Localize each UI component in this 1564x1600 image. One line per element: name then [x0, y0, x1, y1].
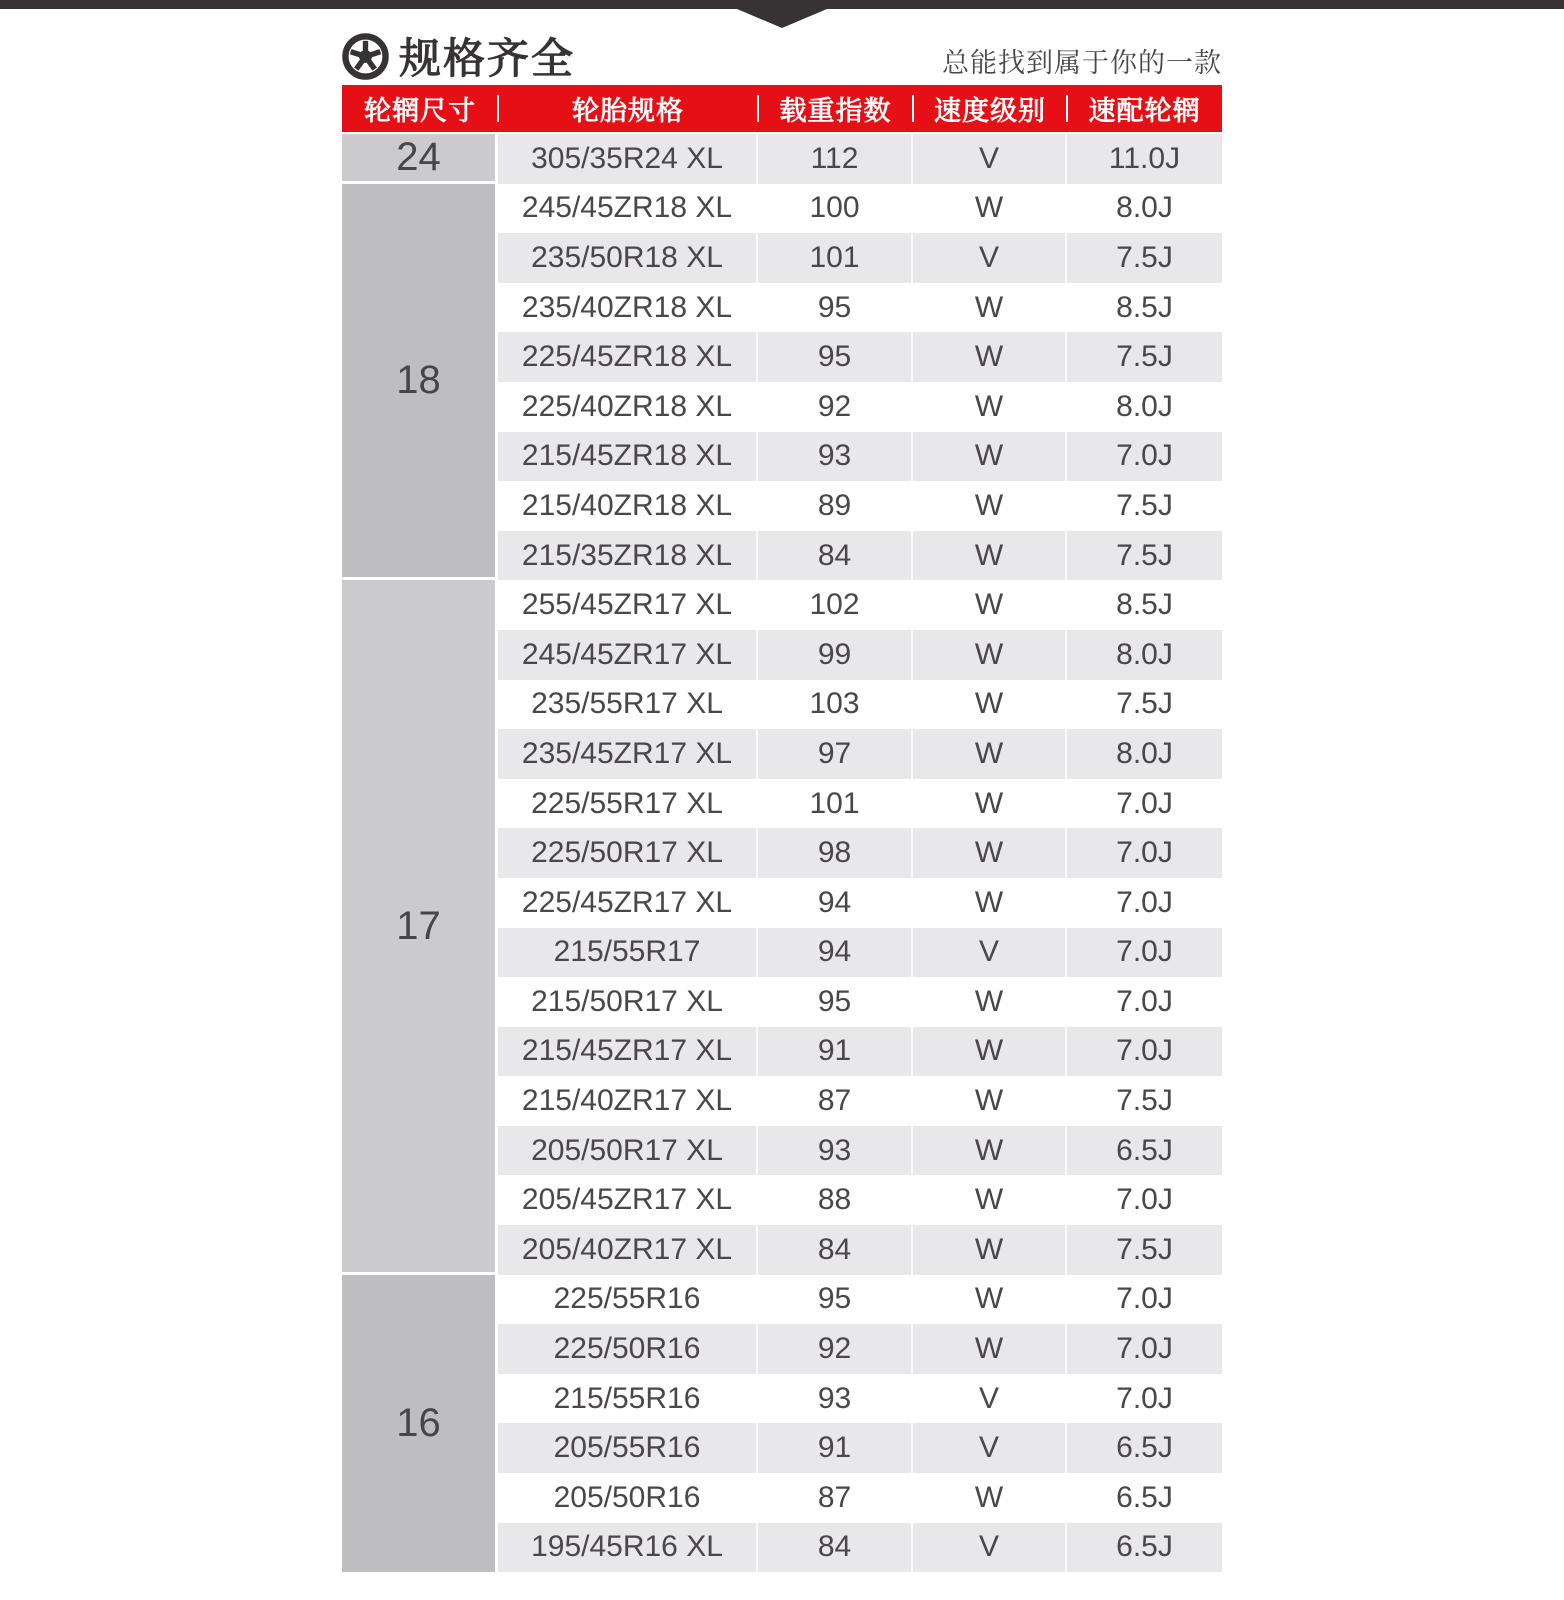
- matching-rim-cell: 11.0J: [1108, 141, 1181, 175]
- table-row: [498, 1374, 1222, 1424]
- tire-spec-cell: 205/50R16: [498, 1473, 758, 1523]
- tire-spec-cell: 215/50R17 XL: [498, 977, 758, 1027]
- table-row: [498, 828, 1222, 878]
- tire-spec-cell: 225/55R16: [498, 1275, 758, 1325]
- pointer-down-triangle-icon: [737, 9, 827, 28]
- tire-spec-cell: 215/35ZR18 XL: [498, 531, 758, 581]
- table-row: [498, 1473, 1222, 1523]
- speed-rating-cell: W: [913, 184, 1067, 234]
- speed-rating-cell: W: [913, 580, 1067, 630]
- speed-rating-cell: W: [913, 1027, 1067, 1077]
- load-index-cell: 95: [758, 332, 913, 382]
- tire-spec-cell: 245/45ZR18 XL: [498, 184, 758, 234]
- speed-rating-cell: V: [913, 1523, 1067, 1573]
- tire-spec-cell: 245/45ZR17 XL: [498, 630, 758, 680]
- matching-rim-cell: 7.5J: [1116, 538, 1173, 572]
- tire-spec-cell: 235/55R17 XL: [498, 680, 758, 730]
- tire-spec-cell: 205/50R17 XL: [498, 1126, 758, 1176]
- load-index-cell: 100: [758, 184, 913, 234]
- table-row: [498, 1126, 1222, 1176]
- load-index-cell: 93: [758, 1374, 913, 1424]
- matching-rim-cell: 7.0J: [1116, 885, 1173, 919]
- load-index-cell: 95: [758, 977, 913, 1027]
- table-row: [498, 580, 1222, 630]
- tire-spec-table: [342, 85, 1222, 1572]
- speed-rating-cell: V: [913, 233, 1067, 283]
- speed-rating-cell: W: [913, 1076, 1067, 1126]
- speed-rating-cell: V: [913, 1374, 1067, 1424]
- matching-rim-cell: 7.0J: [1116, 984, 1173, 1018]
- header-speed-rating: 速度级别: [913, 85, 1067, 132]
- load-index-cell: 102: [758, 580, 913, 630]
- speed-rating-cell: W: [913, 432, 1067, 482]
- matching-rim-cell: 7.0J: [1116, 439, 1173, 473]
- matching-rim-cell: 7.0J: [1116, 836, 1173, 870]
- speed-rating-cell: V: [913, 1423, 1067, 1473]
- speed-rating-cell: W: [913, 531, 1067, 581]
- rim-size-group-16: [342, 1275, 498, 1573]
- load-index-cell: 91: [758, 1423, 913, 1473]
- table-row: [498, 779, 1222, 829]
- table-header-row: [342, 85, 1222, 132]
- speed-rating-cell: W: [913, 1225, 1067, 1275]
- table-row: [498, 531, 1222, 581]
- tire-spec-cell: 235/50R18 XL: [498, 233, 758, 283]
- table-row: [498, 184, 1222, 234]
- rim-size-label: 17: [396, 903, 441, 948]
- table-row: [498, 1175, 1222, 1225]
- load-index-cell: 87: [758, 1473, 913, 1523]
- table-row: [498, 481, 1222, 531]
- matching-rim-cell: 7.5J: [1116, 488, 1173, 522]
- speed-rating-cell: W: [913, 878, 1067, 928]
- load-index-cell: 88: [758, 1175, 913, 1225]
- tire-spec-cell: 235/40ZR18 XL: [498, 283, 758, 333]
- matching-rim-cell: 7.0J: [1116, 786, 1173, 820]
- header-matching-rim: 速配轮辋: [1067, 85, 1222, 132]
- load-index-cell: 94: [758, 878, 913, 928]
- matching-rim-cell: 7.5J: [1116, 1232, 1173, 1266]
- load-index-cell: 84: [758, 1523, 913, 1573]
- speed-rating-cell: W: [913, 828, 1067, 878]
- table-row: [498, 233, 1222, 283]
- table-row: [498, 1225, 1222, 1275]
- load-index-cell: 89: [758, 481, 913, 531]
- matching-rim-cell: 8.0J: [1116, 389, 1173, 423]
- speed-rating-cell: W: [913, 680, 1067, 730]
- tire-spec-cell: 225/55R17 XL: [498, 779, 758, 829]
- table-row: [498, 878, 1222, 928]
- tire-spec-cell: 205/55R16: [498, 1423, 758, 1473]
- load-index-cell: 92: [758, 1324, 913, 1374]
- section-header: [342, 30, 1222, 82]
- table-row: [498, 332, 1222, 382]
- matching-rim-cell: 7.0J: [1116, 935, 1173, 969]
- load-index-cell: 84: [758, 531, 913, 581]
- tire-spec-cell: 215/40ZR17 XL: [498, 1076, 758, 1126]
- load-index-cell: 103: [758, 680, 913, 730]
- matching-rim-cell: 7.0J: [1116, 1183, 1173, 1217]
- table-row: [498, 1076, 1222, 1126]
- table-row: [498, 680, 1222, 730]
- header-load-index: 载重指数: [758, 85, 913, 132]
- top-bar: [0, 0, 1564, 9]
- table-row: [498, 382, 1222, 432]
- speed-rating-cell: W: [913, 481, 1067, 531]
- load-index-cell: 101: [758, 779, 913, 829]
- table-row: [498, 1027, 1222, 1077]
- speed-rating-cell: W: [913, 1324, 1067, 1374]
- matching-rim-cell: 6.5J: [1116, 1530, 1173, 1564]
- speed-rating-cell: W: [913, 382, 1067, 432]
- table-row: [498, 1324, 1222, 1374]
- table-row: [498, 432, 1222, 482]
- table-row: [498, 928, 1222, 978]
- matching-rim-cell: 7.0J: [1116, 1381, 1173, 1415]
- table-row: [498, 134, 1222, 184]
- tire-spec-cell: 225/50R16: [498, 1324, 758, 1374]
- speed-rating-cell: V: [913, 928, 1067, 978]
- tire-spec-cell: 215/40ZR18 XL: [498, 481, 758, 531]
- matching-rim-cell: 6.5J: [1116, 1480, 1173, 1514]
- matching-rim-cell: 8.5J: [1116, 588, 1173, 622]
- matching-rim-cell: 7.5J: [1116, 340, 1173, 374]
- load-index-cell: 97: [758, 729, 913, 779]
- matching-rim-cell: 7.0J: [1116, 1282, 1173, 1316]
- speed-rating-cell: W: [913, 977, 1067, 1027]
- speed-rating-cell: V: [913, 134, 1067, 184]
- tire-spec-cell: 215/55R17: [498, 928, 758, 978]
- load-index-cell: 98: [758, 828, 913, 878]
- tire-spec-cell: 235/45ZR17 XL: [498, 729, 758, 779]
- table-row: [498, 630, 1222, 680]
- rim-size-column: [342, 134, 498, 1572]
- matching-rim-cell: 6.5J: [1116, 1133, 1173, 1167]
- matching-rim-cell: 7.5J: [1116, 1084, 1173, 1118]
- load-index-cell: 84: [758, 1225, 913, 1275]
- rim-size-label: 24: [396, 134, 441, 179]
- load-index-cell: 99: [758, 630, 913, 680]
- load-index-cell: 95: [758, 1275, 913, 1325]
- rim-size-group-18: [342, 184, 498, 581]
- load-index-cell: 92: [758, 382, 913, 432]
- tire-spec-cell: 225/45ZR17 XL: [498, 878, 758, 928]
- load-index-cell: 101: [758, 233, 913, 283]
- tire-spec-cell: 255/45ZR17 XL: [498, 580, 758, 630]
- speed-rating-cell: W: [913, 1175, 1067, 1225]
- table-row: [498, 977, 1222, 1027]
- section-title-block: [342, 26, 575, 86]
- matching-rim-cell: 8.0J: [1116, 736, 1173, 770]
- tire-spec-cell: 225/45ZR18 XL: [498, 332, 758, 382]
- matching-rim-cell: 8.0J: [1116, 637, 1173, 671]
- matching-rim-cell: 7.0J: [1116, 1332, 1173, 1366]
- tire-spec-cell: 215/45ZR18 XL: [498, 432, 758, 482]
- load-index-cell: 93: [758, 1126, 913, 1176]
- speed-rating-cell: W: [913, 283, 1067, 333]
- load-index-cell: 91: [758, 1027, 913, 1077]
- header-rim-size: 轮辋尺寸: [364, 96, 476, 126]
- load-index-cell: 112: [758, 134, 913, 184]
- tire-spec-cell: 215/45ZR17 XL: [498, 1027, 758, 1077]
- speed-rating-cell: W: [913, 1126, 1067, 1176]
- tire-spec-cell: 205/45ZR17 XL: [498, 1175, 758, 1225]
- table-rows: [498, 134, 1222, 1572]
- speed-rating-cell: W: [913, 630, 1067, 680]
- tire-spec-cell: 225/50R17 XL: [498, 828, 758, 878]
- load-index-cell: 95: [758, 283, 913, 333]
- tire-spec-cell: 215/55R16: [498, 1374, 758, 1424]
- table-row: [498, 729, 1222, 779]
- table-body: [342, 134, 1222, 1572]
- header-tire-spec: 轮胎规格: [498, 85, 758, 132]
- table-row: [498, 1523, 1222, 1573]
- table-row: [498, 1423, 1222, 1473]
- load-index-cell: 94: [758, 928, 913, 978]
- speed-rating-cell: W: [913, 729, 1067, 779]
- rim-size-group-24: [342, 134, 498, 184]
- table-row: [498, 1275, 1222, 1325]
- tire-spec-cell: 205/40ZR17 XL: [498, 1225, 758, 1275]
- speed-rating-cell: W: [913, 779, 1067, 829]
- rim-size-label: 16: [396, 1401, 441, 1446]
- tire-spec-cell: 225/40ZR18 XL: [498, 382, 758, 432]
- wheel-icon: [342, 33, 389, 80]
- table-row: [498, 283, 1222, 333]
- speed-rating-cell: W: [913, 1473, 1067, 1523]
- page-title: 规格齐全: [399, 35, 576, 82]
- load-index-cell: 87: [758, 1076, 913, 1126]
- matching-rim-cell: 7.5J: [1116, 240, 1173, 274]
- load-index-cell: 93: [758, 432, 913, 482]
- matching-rim-cell: 8.0J: [1116, 191, 1173, 225]
- tire-spec-cell: 305/35R24 XL: [498, 134, 758, 184]
- matching-rim-cell: 7.0J: [1116, 1034, 1173, 1068]
- tire-spec-cell: 195/45R16 XL: [498, 1523, 758, 1573]
- page-subtitle: 总能找到属于你的一款: [942, 48, 1222, 78]
- matching-rim-cell: 8.5J: [1116, 290, 1173, 324]
- rim-size-group-17: [342, 580, 498, 1274]
- rim-size-label: 18: [396, 357, 441, 402]
- matching-rim-cell: 6.5J: [1116, 1431, 1173, 1465]
- speed-rating-cell: W: [913, 1275, 1067, 1325]
- matching-rim-cell: 7.5J: [1116, 687, 1173, 721]
- speed-rating-cell: W: [913, 332, 1067, 382]
